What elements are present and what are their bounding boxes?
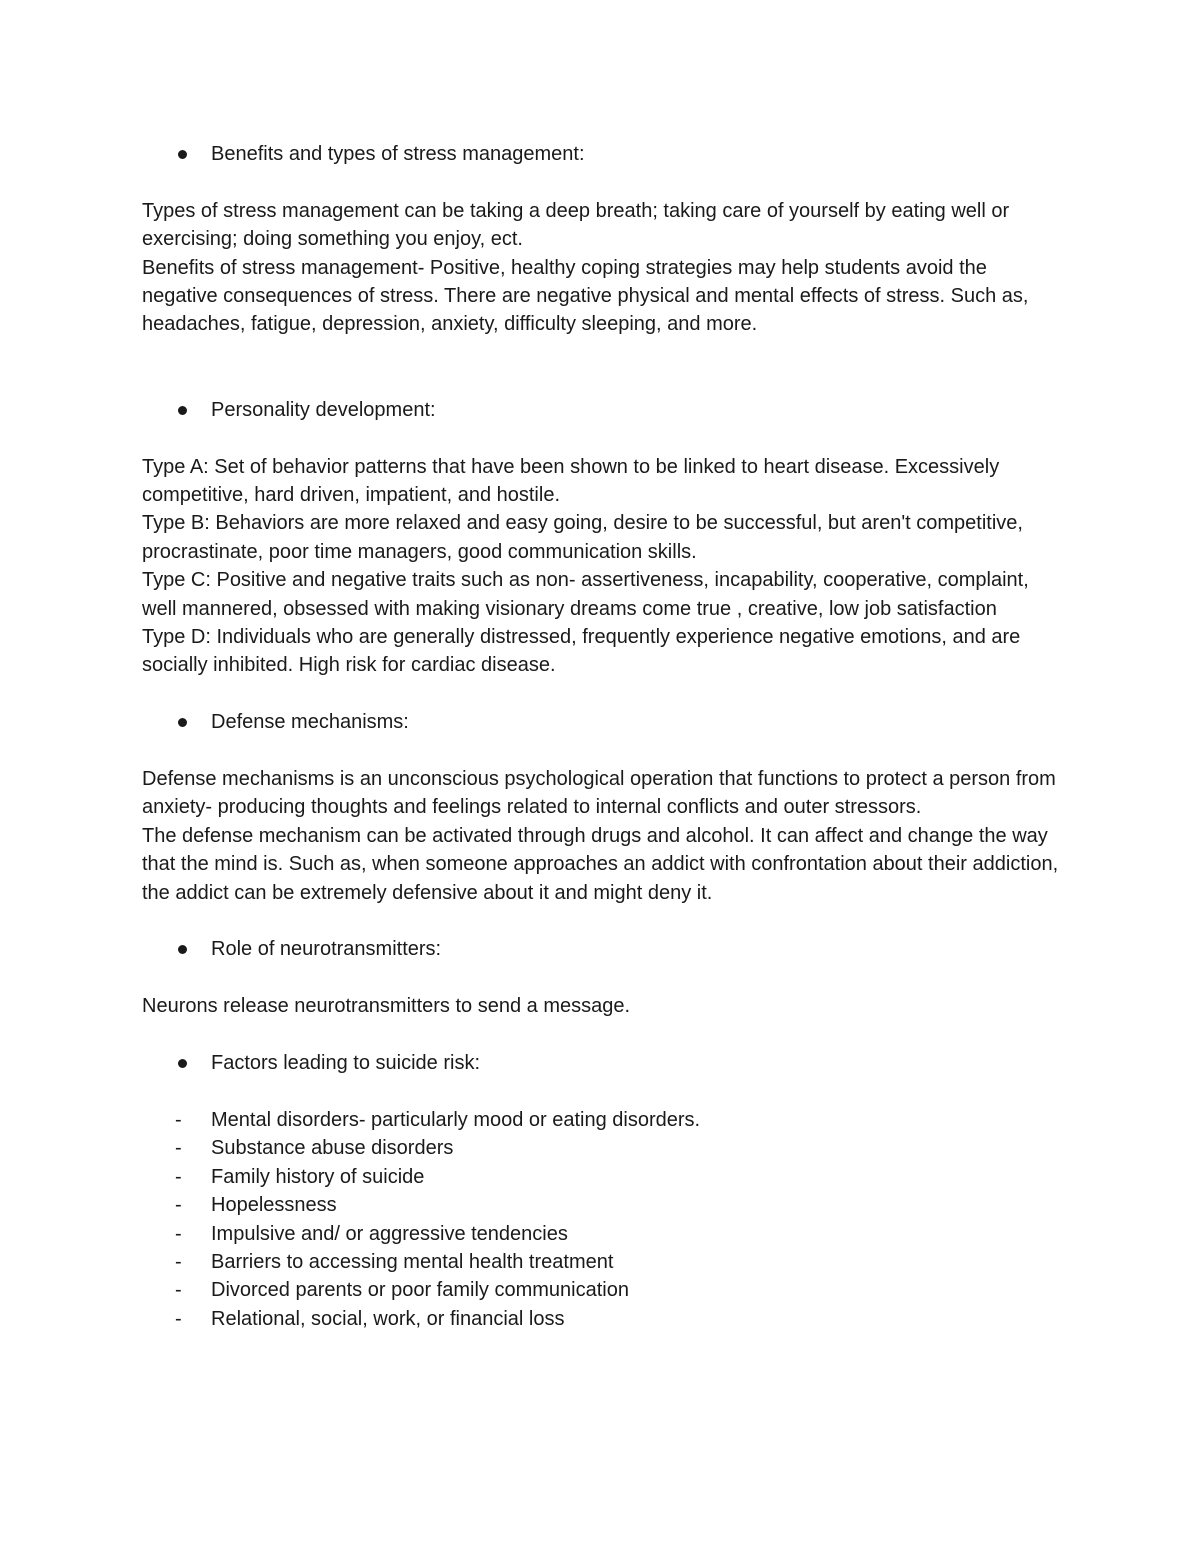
dash-marker: - (175, 1194, 182, 1217)
list-item-text: Family history of suicide (211, 1165, 425, 1188)
list-item-text: Divorced parents or poor family communication (211, 1279, 629, 1302)
heading-text: Benefits and types of stress management: (211, 143, 585, 165)
list-item (142, 1106, 1060, 1134)
bullet-icon (178, 945, 187, 954)
heading-text: Factors leading to suicide risk: (211, 1052, 481, 1075)
section-heading-stress-management (142, 140, 1060, 168)
section-heading-neurotransmitters (142, 935, 1060, 963)
list-item-text: Mental disorders- particularly mood or eating disorders. (211, 1108, 701, 1131)
list-item (142, 1191, 1060, 1219)
bullet-icon (178, 406, 187, 415)
heading-text: Defense mechanisms: (211, 711, 409, 734)
dash-marker: - (175, 1108, 182, 1131)
list-item (142, 1163, 1060, 1191)
paragraph: Defense mechanisms is an unconscious psychological operation that functions to protect a person from anxiety- producing thoughts and feelings related to internal conflicts and outer stressors. (142, 768, 1056, 819)
list-item-text: Hopelessness (211, 1194, 337, 1217)
dash-marker: - (175, 1222, 182, 1245)
dash-marker: - (175, 1307, 182, 1330)
paragraph: Benefits of stress management- Positive, healthy coping strategies may help students avoid the negative consequences of stress. There are negative physical and mental effects of stress. Such as, headaches, fatigue, depression, anxiety, difficulty sleeping, and more. (142, 256, 1029, 336)
heading-text: Role of neurotransmitters: (211, 938, 442, 961)
risk-factor-list (142, 1106, 1060, 1333)
list-item (142, 1220, 1060, 1248)
list-item-text: Relational, social, work, or financial loss (211, 1307, 565, 1330)
bullet-icon (178, 1059, 187, 1068)
paragraph: The defense mechanism can be activated through drugs and alcohol. It can affect and change the way that the mind is. Such as, when someone approaches an addict with confrontation about their addiction, the addict can be extremely defensive about it and might deny it. (142, 824, 1059, 904)
paragraph-type-c: Type C: Positive and negative traits such as non- assertiveness, incapability, cooperative, complaint, well mannered, obsessed with making visionary dreams come true , creative, low job satisfaction (142, 569, 1029, 620)
paragraph-type-b: Type B: Behaviors are more relaxed and easy going, desire to be successful, but aren't competitive, procrastinate, poor time managers, good communication skills. (142, 512, 1023, 563)
list-item-text: Barriers to accessing mental health treatment (211, 1250, 614, 1273)
list-item-text: Substance abuse disorders (211, 1137, 454, 1160)
dash-marker: - (175, 1250, 182, 1273)
list-item (142, 1276, 1060, 1304)
bullet-icon (178, 718, 187, 727)
section-heading-suicide-risk (142, 1049, 1060, 1077)
list-item (142, 1305, 1060, 1333)
paragraph: Types of stress management can be taking a deep breath; taking care of yourself by eating well or exercising; doing something you enjoy, ect. (142, 199, 1010, 251)
paragraph-type-a: Type A: Set of behavior patterns that have been shown to be linked to heart disease. Excessively competitive, hard driven, impatient, and hostile. (142, 455, 1000, 507)
list-item-text: Impulsive and/ or aggressive tendencies (211, 1222, 568, 1245)
bullet-icon (178, 150, 187, 159)
dash-marker: - (175, 1165, 182, 1188)
paragraph-type-d: Type D: Individuals who are generally distressed, frequently experience negative emotions, and are socially inhibited. High risk for cardiac disease. (142, 626, 1021, 677)
heading-text: Personality development: (211, 398, 436, 421)
list-item (142, 1248, 1060, 1276)
paragraph: Neurons release neurotransmitters to send a message. (142, 995, 631, 1018)
section-heading-personality-development (142, 396, 1060, 424)
dash-marker: - (175, 1279, 182, 1302)
section-heading-defense-mechanisms (142, 708, 1060, 736)
dash-marker: - (175, 1137, 182, 1160)
list-item (142, 1134, 1060, 1162)
